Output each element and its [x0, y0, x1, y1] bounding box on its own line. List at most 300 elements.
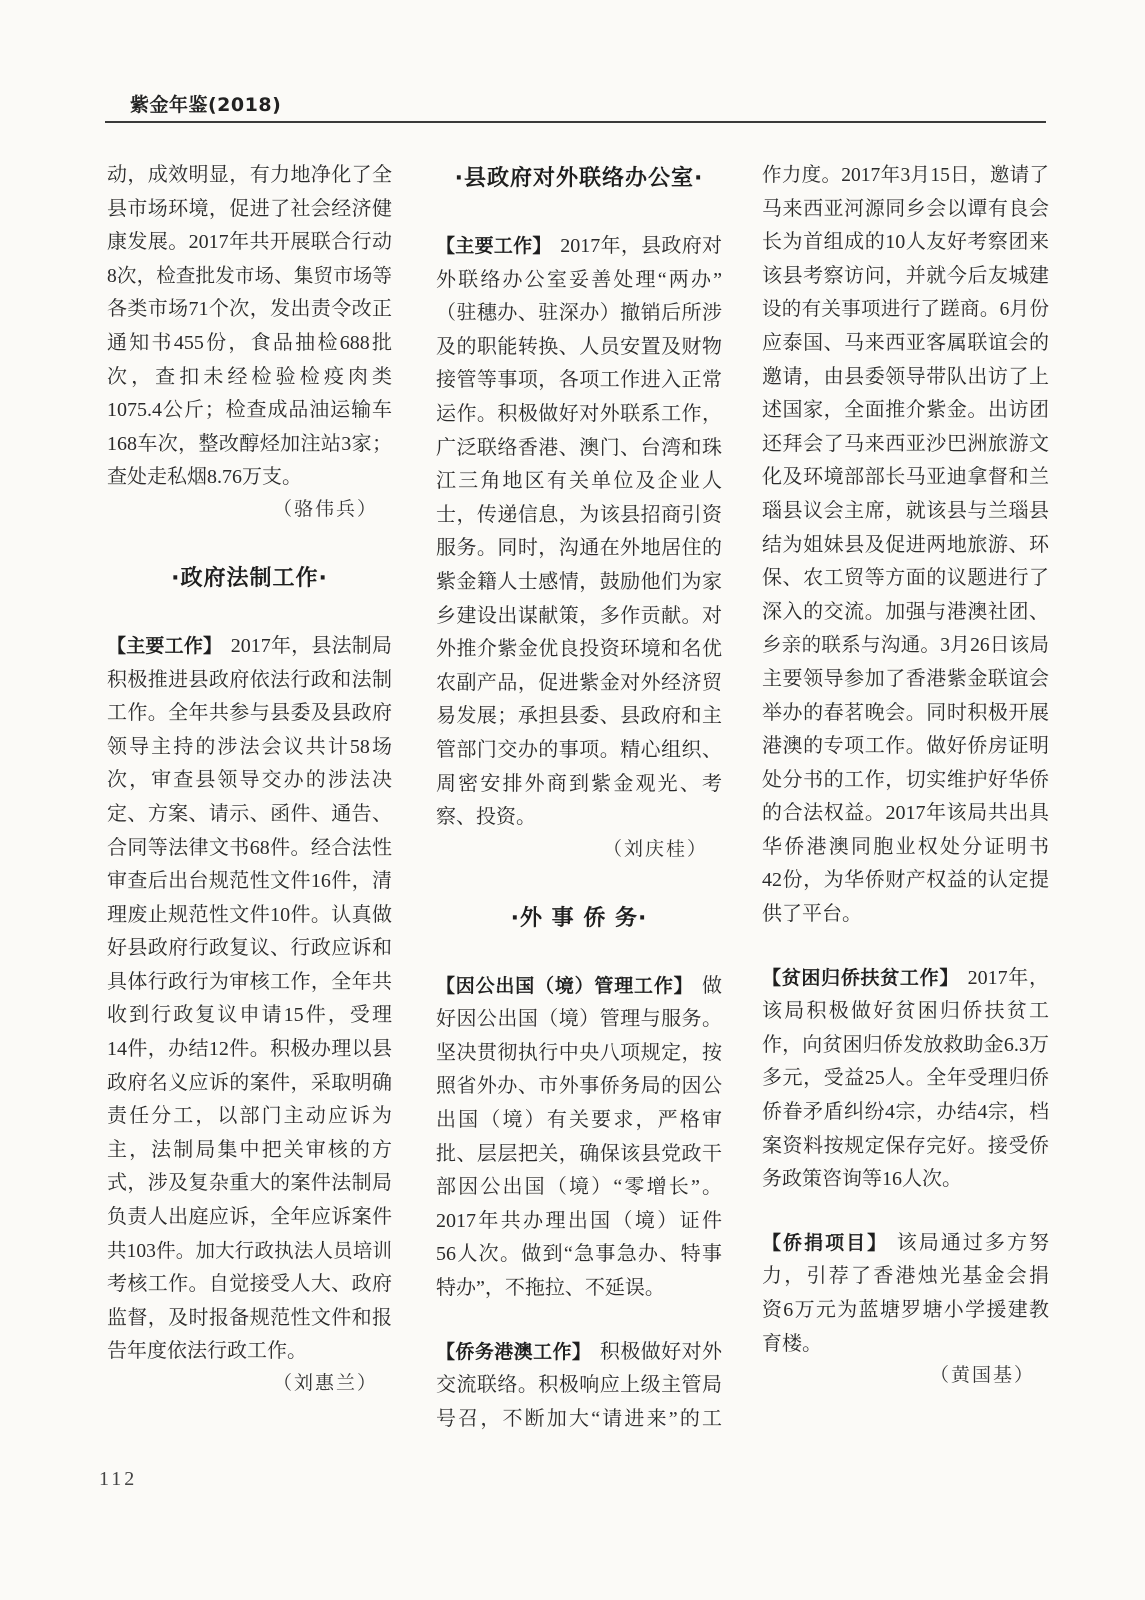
line-content	[762, 1299, 1049, 1321]
column-2	[436, 159, 722, 1436]
line-text: 应泰国、马来西亚客属联谊会的	[762, 331, 1049, 354]
line-text: 的合法权益。2017年该局共出具	[762, 802, 1049, 825]
text-line	[436, 1003, 722, 1037]
line-text: 广泛联络香港、澳门、台湾和珠	[436, 436, 722, 459]
line-text: 交流联络。积极响应上级主管局	[436, 1374, 722, 1397]
text-line	[107, 1067, 392, 1101]
line-text: 育楼。	[762, 1332, 822, 1355]
section-heading: ·外 事 侨 务·	[510, 905, 648, 931]
text-line	[107, 798, 392, 832]
author-credit: （刘庆桂）	[602, 838, 708, 860]
text-line	[107, 293, 392, 327]
text-line	[762, 159, 1049, 193]
line-content	[436, 571, 722, 593]
text-line	[762, 596, 1049, 630]
line-text: 紫金籍人士感情，鼓励他们为家	[436, 570, 722, 593]
line-text: 式，涉及复杂重大的案件法制局	[107, 1172, 392, 1195]
section-tag: 【主要工作】	[107, 634, 223, 657]
line-text: 14件，办结12件。积极办理以县	[107, 1038, 392, 1061]
line-content	[436, 1109, 722, 1131]
line-content	[107, 1004, 392, 1026]
line-content	[107, 1139, 392, 1161]
paragraph	[436, 970, 722, 1306]
line-text: 察、投资。	[436, 806, 536, 829]
line-content	[107, 231, 392, 253]
text-line	[436, 734, 722, 768]
line-text: 出国（境）有关要求，严格审	[436, 1109, 722, 1132]
text-line	[436, 667, 722, 701]
line-text: 政府名义应诉的案件，采取明确	[107, 1071, 392, 1094]
section-tag: 【侨务港澳工作】	[436, 1340, 592, 1363]
line-text: 士，传递信息，为该县招商引资	[436, 503, 722, 526]
line-text: 瑙县议会主席，就该县与兰瑙县	[762, 499, 1049, 522]
text-line	[762, 1260, 1049, 1294]
line-text: 2017年，	[967, 966, 1049, 989]
line-content	[107, 1172, 392, 1194]
section-tag: 【主要工作】	[436, 235, 552, 257]
line-text: 定、方案、请示、函件、通告、	[107, 802, 392, 825]
text-line	[436, 1104, 722, 1138]
text-line	[436, 398, 722, 432]
text-line	[762, 1328, 1049, 1362]
text-line	[762, 1227, 1049, 1261]
text-line	[762, 495, 1049, 529]
line-content	[762, 332, 1049, 354]
line-content	[762, 534, 1049, 556]
line-content	[436, 1210, 722, 1232]
text-line	[762, 1130, 1049, 1164]
text-line	[107, 1201, 392, 1235]
line-content	[436, 1408, 722, 1430]
text-line	[762, 898, 1049, 932]
text-line	[762, 293, 1049, 327]
line-text: 责任分工，以部门主动应诉为	[107, 1105, 392, 1128]
line-content	[762, 702, 1049, 724]
line-content	[436, 975, 722, 997]
line-content	[436, 672, 722, 694]
line-text: 港澳的专项工作。做好侨房证明	[762, 735, 1049, 758]
line-content	[107, 1241, 392, 1262]
text-line	[107, 428, 392, 462]
text-line	[107, 1268, 392, 1302]
text-line	[436, 801, 722, 835]
line-content	[436, 336, 722, 358]
line-content	[436, 1042, 722, 1064]
text-line	[107, 999, 392, 1033]
line-content	[107, 635, 392, 657]
line-text: 告年度依法行政工作。	[107, 1340, 307, 1363]
line-text: 次，审查县领导交办的涉法决	[107, 769, 392, 792]
text-line	[436, 970, 722, 1004]
text-line	[762, 193, 1049, 227]
text-line	[107, 764, 392, 798]
line-text: 接管等事项，各项工作进入正常	[436, 369, 722, 392]
text-line	[107, 461, 392, 495]
line-text: 外联络办公室妥善处理“两办”	[436, 268, 722, 291]
text-line	[436, 264, 722, 298]
text-line	[436, 230, 722, 264]
line-content	[762, 567, 1049, 589]
line-text: 运作。积极做好对外联系工作，	[436, 402, 722, 425]
text-line	[436, 600, 722, 634]
line-content	[762, 802, 1049, 824]
line-text: 动，成效明显，有力地净化了全	[107, 164, 392, 186]
line-content	[107, 769, 392, 791]
text-line	[436, 1403, 722, 1437]
line-text: 1075.4公斤；检查成品油运输车	[107, 399, 392, 422]
line-text: 易发展；承担县委、县政府和主	[436, 705, 722, 728]
line-text: 2017年，县政府对	[560, 235, 722, 257]
line-content	[107, 702, 392, 724]
line-content	[762, 769, 1049, 791]
line-text: 作，向贫困归侨发放救助金6.3万	[762, 1033, 1049, 1056]
text-line	[436, 633, 722, 667]
line-content	[436, 638, 722, 660]
text-line	[107, 193, 392, 227]
line-text: 积极做好对外	[599, 1340, 722, 1363]
section-tag: 【贫困归侨扶贫工作】	[762, 966, 960, 989]
line-text: 领导主持的涉法会议共计58场	[107, 735, 392, 758]
line-text: 考核工作。自觉接受人大、政府	[107, 1273, 392, 1296]
line-text: 照省外办、市外事侨务局的因公	[436, 1075, 722, 1098]
line-text: 该局通过多方努	[896, 1231, 1049, 1254]
line-content	[107, 837, 392, 859]
text-line	[436, 432, 722, 466]
line-content	[107, 332, 392, 354]
line-content	[762, 433, 1049, 455]
text-line	[107, 159, 392, 193]
author-credit: （骆伟兵）	[272, 498, 378, 520]
text-line	[107, 630, 392, 664]
text-line	[762, 361, 1049, 395]
line-content	[107, 1273, 392, 1295]
line-content	[762, 635, 1049, 656]
line-content	[762, 366, 1049, 388]
line-text: 合同等法律文书68件。经合法性	[107, 836, 392, 859]
text-line	[436, 768, 722, 802]
line-content	[762, 1067, 1049, 1089]
text-line	[107, 394, 392, 428]
text-line	[107, 1235, 392, 1269]
line-content	[107, 399, 392, 421]
line-content	[107, 803, 392, 825]
line-text: 做	[702, 974, 722, 997]
text-line	[762, 1163, 1049, 1197]
line-text: 通知书455份，食品抽检688批	[107, 331, 392, 354]
text-line	[762, 629, 1049, 663]
text-line	[107, 260, 392, 294]
line-content	[107, 937, 392, 959]
line-text: 江三角地区有关单位及企业人	[436, 470, 722, 493]
line-content	[107, 298, 392, 320]
line-text: 务政策咨询等16人次。	[762, 1168, 962, 1191]
line-content	[762, 265, 1049, 287]
text-line	[762, 864, 1049, 898]
line-content	[107, 1340, 307, 1362]
line-text: 查处走私烟8.76万支。	[107, 466, 302, 489]
text-line	[436, 331, 722, 365]
line-content	[436, 235, 722, 257]
text-line	[762, 529, 1049, 563]
line-content	[762, 903, 862, 925]
line-text: 农副产品，促进紫金对外经济贸	[436, 671, 722, 694]
line-text: 周密安排外商到紫金观光、考	[436, 772, 722, 795]
paragraph	[107, 630, 392, 1369]
line-content	[436, 470, 722, 492]
line-text: 康发展。2017年共开展联合行动	[107, 231, 392, 254]
text-line	[762, 226, 1049, 260]
text-line	[762, 1096, 1049, 1130]
line-content	[107, 433, 392, 455]
text-line	[762, 730, 1049, 764]
line-text: 该局积极做好贫困归侨扶贫工	[762, 1000, 1049, 1023]
line-text: 2017年，县法制局	[230, 634, 392, 657]
line-content	[762, 967, 1049, 989]
text-line	[436, 1037, 722, 1071]
line-content	[436, 302, 722, 324]
line-text: 工作。全年共参与县委及县政府	[107, 702, 392, 725]
line-content	[762, 399, 1049, 421]
text-line	[436, 1205, 722, 1239]
text-line	[436, 364, 722, 398]
paragraph	[436, 230, 722, 835]
line-text: 收到行政复议申请15件，受理	[107, 1004, 392, 1027]
line-content	[762, 1000, 1049, 1022]
line-text: 华侨港澳同胞业权处分证明书	[762, 835, 1049, 858]
text-line	[107, 1167, 392, 1201]
text-line	[762, 461, 1049, 495]
line-text: 审查后出台规范性文件16件，清	[107, 870, 392, 893]
text-line	[107, 697, 392, 731]
line-content	[762, 1034, 1049, 1056]
text-line	[107, 1335, 392, 1369]
line-content	[107, 971, 392, 993]
text-line	[762, 697, 1049, 731]
paragraph	[762, 159, 1049, 932]
line-text: 处分书的工作，切实维护好华侨	[762, 768, 1049, 791]
line-text: 力，引荐了香港烛光基金会捐	[762, 1265, 1049, 1288]
line-content	[762, 1333, 822, 1355]
line-content	[762, 299, 1049, 320]
section-heading: ·政府法制工作·	[171, 565, 328, 591]
line-content	[107, 466, 302, 488]
line-content	[107, 266, 392, 287]
line-content	[436, 773, 722, 795]
header-rule	[105, 121, 1046, 123]
line-text: 侨眷矛盾纠纷4宗，办结4宗，档	[762, 1101, 1049, 1124]
line-content	[107, 669, 392, 691]
line-text: 资6万元为蓝塘罗塘小学援建教	[762, 1299, 1049, 1321]
line-content	[107, 366, 392, 388]
line-text: 县市场环境，促进了社会经济健	[107, 197, 392, 220]
page-number: 112	[99, 1468, 138, 1490]
text-line	[107, 1033, 392, 1067]
line-content	[762, 1265, 1049, 1287]
line-text: 案资料按规定保存完好。接受侨	[762, 1134, 1049, 1157]
text-line	[107, 1134, 392, 1168]
text-line	[107, 361, 392, 395]
text-line	[107, 865, 392, 899]
line-content	[762, 231, 1049, 253]
text-line	[107, 966, 392, 1000]
text-line	[107, 932, 392, 966]
line-content	[107, 198, 392, 220]
line-text: 负责人出庭应诉，全年应诉案件	[107, 1206, 392, 1229]
line-text: 2017年共办理出国（境）证件	[436, 1209, 722, 1232]
line-text: 42份，为华侨财产权益的认定提	[762, 869, 1049, 892]
text-line	[762, 1062, 1049, 1096]
paragraph	[762, 1227, 1049, 1361]
line-text: 号召，不断加大“请进来”的工	[436, 1407, 722, 1430]
line-content	[436, 605, 722, 627]
line-content	[107, 164, 392, 186]
text-line	[436, 532, 722, 566]
line-text: 56人次。做到“急事急办、特事	[436, 1243, 722, 1266]
line-text: 化及环境部部长马亚迪拿督和兰	[762, 466, 1049, 489]
text-line	[436, 1238, 722, 1272]
line-text: 乡亲的联系与沟通。3月26日该局	[762, 635, 1049, 657]
line-content	[107, 736, 392, 758]
section-tag: 【侨捐项目】	[762, 1231, 889, 1254]
line-text: 外推介紫金优良投资环境和名优	[436, 638, 722, 661]
author-credit: （黄国基）	[929, 1365, 1035, 1387]
line-content	[762, 735, 1049, 757]
line-text: 次，查扣未经检验检疫肉类	[107, 365, 392, 388]
text-line	[436, 297, 722, 331]
line-text: 长为首组成的10人友好考察团来	[762, 231, 1049, 254]
paragraph	[436, 1336, 722, 1437]
line-text: 及的职能转换、人员安置及财物	[436, 335, 722, 358]
line-content	[762, 466, 1049, 488]
line-text: 主，法制局集中把关审核的方	[107, 1138, 392, 1161]
text-line	[762, 562, 1049, 596]
line-content	[762, 1168, 962, 1190]
line-content	[107, 904, 392, 926]
text-line	[436, 1171, 722, 1205]
text-line	[436, 1070, 722, 1104]
line-content	[436, 537, 722, 559]
line-content	[762, 165, 1049, 186]
text-line	[436, 499, 722, 533]
column-1	[107, 159, 392, 1399]
line-text: 共103件。加大行政执法人员培训	[107, 1240, 392, 1262]
line-text: 述国家，全面推介紫金。出访团	[762, 399, 1049, 422]
paragraph	[762, 962, 1049, 1197]
line-text: 坚决贯彻执行中央八项规定，按	[436, 1041, 722, 1064]
line-text: 乡建设出谋献策，多作贡献。对	[436, 604, 722, 627]
line-content	[436, 437, 722, 459]
line-content	[107, 1105, 392, 1127]
line-text: 监督，及时报备规范性文件和报	[107, 1306, 392, 1329]
text-line	[107, 731, 392, 765]
line-text: 168车次，整改醇烃加注站3家；	[107, 432, 392, 455]
text-line	[107, 1302, 392, 1336]
line-text: 多元，受益25人。全年受理归侨	[762, 1067, 1049, 1090]
line-text: 部因公出国（境）“零增长”。	[436, 1176, 722, 1199]
line-content	[107, 870, 392, 892]
line-content	[436, 1143, 722, 1165]
line-content	[436, 806, 536, 828]
line-text: 作力度。2017年3月15日，邀请了	[762, 165, 1049, 186]
text-line	[762, 663, 1049, 697]
line-text: 具体行政行为审核工作，全年共	[107, 970, 392, 993]
line-content	[436, 1075, 722, 1097]
text-line	[762, 327, 1049, 361]
line-text: 各类市场71个次，发出责令改正	[107, 298, 392, 321]
column-3	[762, 159, 1049, 1391]
line-text: 理废止规范性文件10件。认真做	[107, 903, 392, 926]
line-text: 管部门交办的事项。精心组织、	[436, 738, 722, 761]
line-content	[107, 1307, 392, 1329]
line-text: 深入的交流。加强与港澳社团、	[762, 600, 1049, 623]
text-line	[762, 1294, 1049, 1328]
line-content	[762, 869, 1049, 891]
line-content	[436, 1243, 722, 1265]
line-content	[762, 1232, 1049, 1254]
line-text: 该县考察访问，并就今后友城建	[762, 264, 1049, 287]
text-line	[436, 1369, 722, 1403]
text-line	[436, 1138, 722, 1172]
line-content	[762, 668, 1049, 690]
text-line	[762, 797, 1049, 831]
line-content	[762, 198, 1049, 220]
text-line	[436, 566, 722, 600]
line-content	[436, 705, 722, 727]
line-text: 服务。同时，沟通在外地居住的	[436, 537, 722, 560]
line-text: 还拜会了马来西亚沙巴洲旅游文	[762, 432, 1049, 455]
line-text: 好因公出国（境）管理与服务。	[436, 1008, 722, 1031]
line-content	[436, 1374, 722, 1396]
text-line	[107, 327, 392, 361]
text-line	[762, 1029, 1049, 1063]
line-text: 批、层层把关，确保该县党政干	[436, 1142, 722, 1165]
text-line	[762, 831, 1049, 865]
line-text: 马来西亚河源同乡会以谭有良会	[762, 197, 1049, 220]
running-header-title: 紫金年鉴(2018)	[130, 94, 282, 116]
line-text: 主要领导参加了香港紫金联谊会	[762, 667, 1049, 690]
text-line	[436, 1272, 722, 1306]
line-text: 积极推进县政府依法行政和法制	[107, 668, 392, 691]
text-line	[107, 1100, 392, 1134]
paragraph	[107, 159, 392, 495]
section-heading: ·县政府对外联络办公室·	[454, 166, 704, 191]
line-content	[762, 1135, 1049, 1157]
line-content	[436, 403, 722, 425]
line-content	[762, 1101, 1049, 1123]
line-content	[107, 1206, 392, 1228]
line-content	[762, 500, 1049, 522]
line-text: 设的有关事项进行了蹉商。6月份	[762, 299, 1049, 321]
line-text: （驻穗办、驻深办）撤销后所涉	[436, 302, 722, 325]
text-line	[762, 428, 1049, 462]
text-line	[436, 465, 722, 499]
line-content	[436, 1341, 722, 1363]
line-content	[436, 369, 722, 391]
line-content	[436, 1008, 722, 1030]
line-text: 保、农工贸等方面的议题进行了	[762, 567, 1049, 590]
text-line	[107, 899, 392, 933]
text-line	[107, 664, 392, 698]
line-content	[436, 1277, 665, 1299]
text-line	[762, 962, 1049, 996]
line-text: 邀请，由县委领导带队出访了上	[762, 365, 1049, 388]
line-text: 好县政府行政复议、行政应诉和	[107, 937, 392, 960]
line-content	[107, 1038, 392, 1060]
line-content	[436, 269, 722, 291]
text-line	[436, 700, 722, 734]
line-text: 供了平台。	[762, 903, 862, 926]
text-line	[762, 995, 1049, 1029]
